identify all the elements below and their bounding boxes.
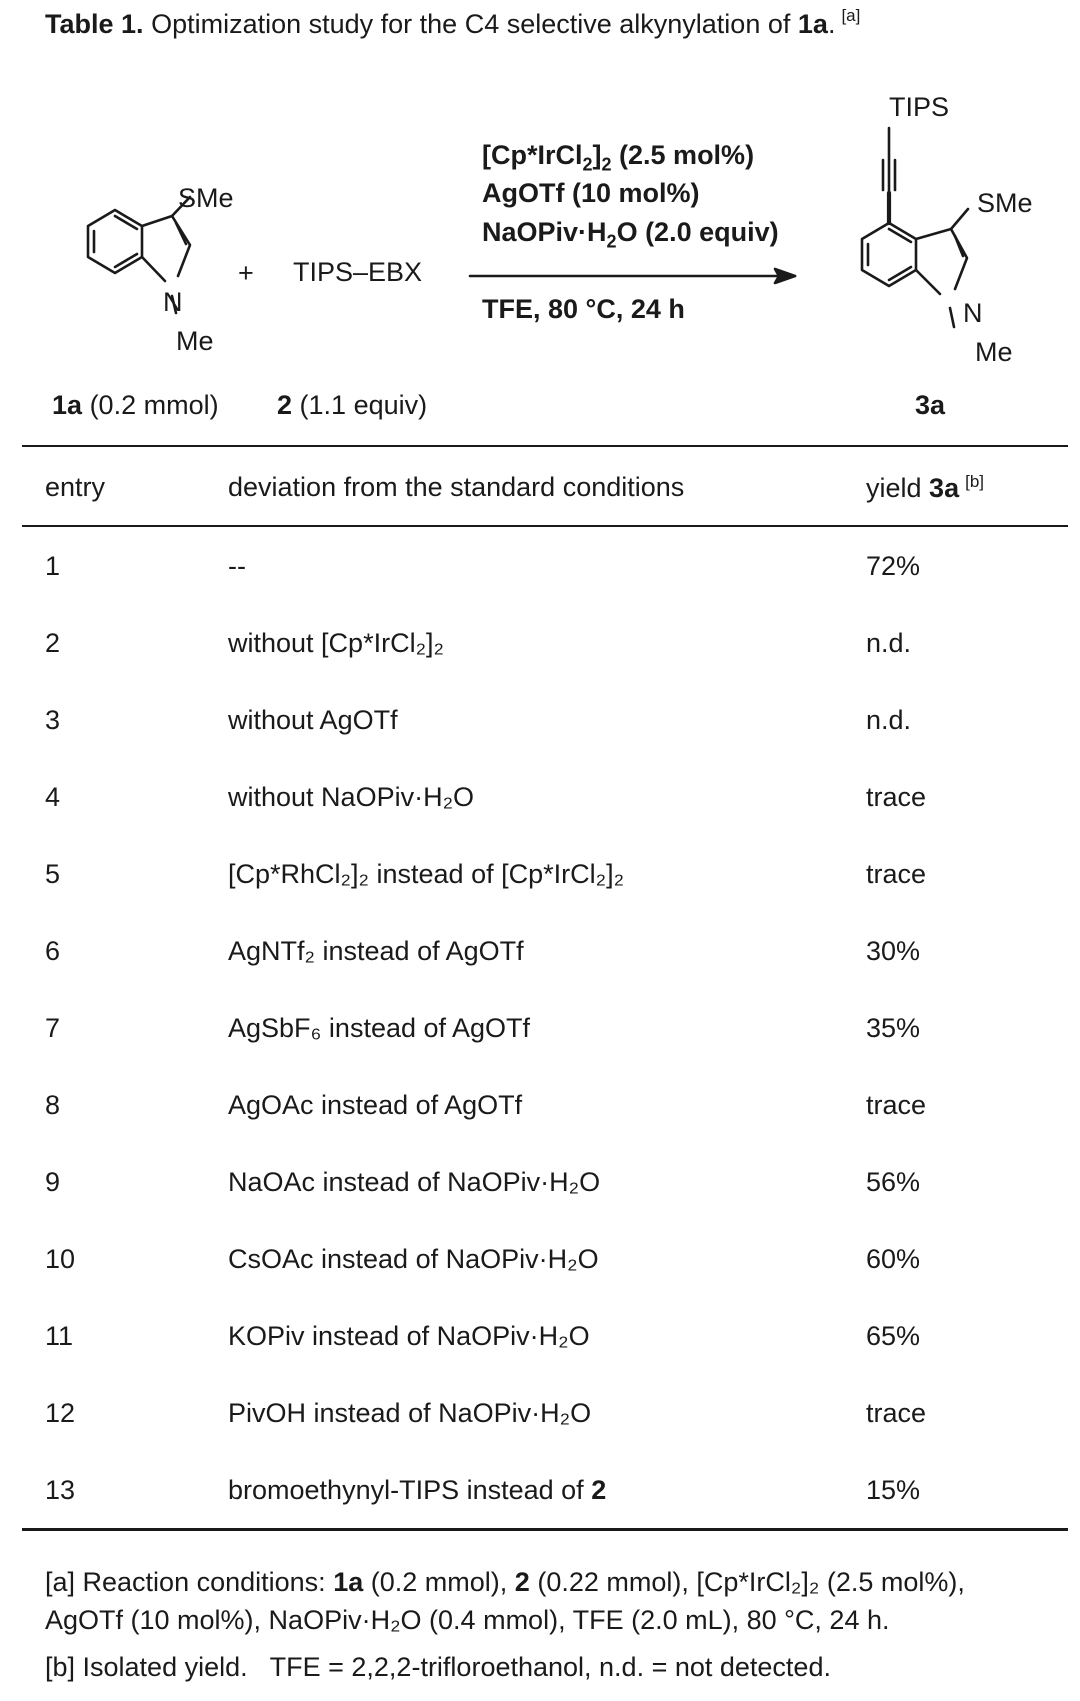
deviation-cell: [Cp*RhCl₂]₂ instead of [Cp*IrCl₂]₂ [228, 859, 625, 889]
table-row [0, 551, 1080, 591]
caption-3a: 3a [915, 390, 946, 420]
header-entry: entry [45, 472, 106, 502]
deviation-cell: KOPiv instead of NaOPiv·H₂O [228, 1321, 590, 1351]
footnote-a-line2: AgOTf (10 mol%), NaOPiv·H₂O (0.4 mmol), TFE (2.0 mL), 80 °C, 24 h. [45, 1605, 890, 1635]
title-period: . [827, 9, 836, 39]
entry-cell: 12 [45, 1398, 76, 1428]
deviation-cell [228, 1475, 606, 1506]
condition-solvent-temp-time: TFE, 80 °C, 24 h [482, 294, 685, 324]
entry-cell: 6 [45, 936, 61, 966]
reagent-tips-ebx: TIPS–EBX [293, 257, 423, 287]
table-row [0, 705, 1080, 745]
entry-cell: 3 [45, 705, 61, 735]
condition-base: $NaOPiv\cdot H_2O$ (2.0 equiv) [482, 217, 779, 252]
entry-cell: 7 [45, 1013, 61, 1043]
product-n-label: N [963, 298, 983, 328]
reactant-n-label: N [163, 287, 183, 317]
header-yield [866, 472, 984, 504]
deviation-cell: without NaOPiv·H₂O [228, 782, 475, 812]
yield-cell: 72% [866, 551, 921, 581]
footnote-a-amount-1a: (0.2 mmol), [370, 1567, 508, 1597]
yield-cell: 35% [866, 1013, 921, 1043]
deviation-cell: without [Cp*IrCl₂]₂ [228, 628, 445, 658]
deviation-cell: -- [228, 551, 246, 581]
table-row [0, 782, 1080, 822]
table-row [0, 1244, 1080, 1284]
table-row [0, 936, 1080, 976]
entry-cell: 9 [45, 1167, 61, 1197]
title-note: [a] [841, 6, 861, 25]
entry-cell: 5 [45, 859, 61, 889]
header-deviation: deviation from the standard conditions [228, 472, 685, 502]
footnote-a-rest: (0.22 mmol), [Cp*IrCl₂]₂ (2.5 mol%), [537, 1567, 965, 1597]
table-row [0, 1475, 1080, 1515]
footnote-a-compound-2: 2 [514, 1567, 530, 1597]
yield-cell: 60% [866, 1244, 921, 1274]
table-row [0, 1321, 1080, 1361]
condition-catalyst: $[Cp*IrCl_2]_2$ (2.5 mol%) [482, 140, 755, 175]
yield-cell: 65% [866, 1321, 921, 1351]
deviation-cell: CsOAc instead of NaOPiv·H₂O [228, 1244, 599, 1274]
deviation-compound: 2 [591, 1475, 607, 1505]
entry-cell: 1 [45, 551, 61, 581]
caption-1a-id: 1a [52, 390, 83, 420]
caption-1a-amount: (0.2 mmol) [89, 390, 219, 420]
table-row [0, 1167, 1080, 1207]
entry-cell: 10 [45, 1244, 76, 1274]
yield-cell: 15% [866, 1475, 921, 1505]
yield-cell: trace [866, 1090, 927, 1120]
entry-cell: 13 [45, 1475, 76, 1505]
table-label: Table 1. [45, 9, 144, 39]
deviation-cell: AgNTf₂ instead of AgOTf [228, 936, 524, 966]
table-row [0, 859, 1080, 899]
yield-cell: trace [866, 859, 927, 889]
footnote-a-prefix: [a] Reaction conditions: [45, 1567, 326, 1597]
condition-additive: AgOTf (10 mol%) [482, 178, 700, 208]
deviation-cell: without AgOTf [228, 705, 398, 735]
yield-cell: trace [866, 782, 927, 812]
title-compound: 1a [797, 9, 828, 39]
table-top-rule [22, 445, 1068, 447]
reactant-me-label: Me [176, 326, 214, 356]
title-text: Optimization study for the C4 selective alkynylation of [151, 9, 791, 39]
deviation-cell: AgSbF₆ instead of AgOTf [228, 1013, 531, 1043]
reaction-scheme [0, 0, 1080, 440]
yield-cell: n.d. [866, 705, 912, 735]
entry-cell: 8 [45, 1090, 61, 1120]
caption-1a [52, 390, 219, 421]
product-sme-label: SMe [977, 188, 1033, 218]
entry-cell: 11 [45, 1321, 74, 1351]
yield-cell: 56% [866, 1167, 921, 1197]
table-header-rule [22, 525, 1068, 527]
header-yield-prefix: yield [866, 473, 922, 503]
product-3a-structure [862, 128, 968, 327]
entry-cell: 4 [45, 782, 61, 812]
yield-cell: n.d. [866, 628, 912, 658]
table-row [0, 1090, 1080, 1130]
deviation-cell: PivOH instead of NaOPiv·H₂O [228, 1398, 592, 1428]
caption-2-amount: (1.1 equiv) [299, 390, 428, 420]
table-bottom-rule [22, 1528, 1068, 1531]
header-yield-compound: 3a [929, 473, 960, 503]
table-row [0, 628, 1080, 668]
footnote-a-line1 [45, 1563, 965, 1601]
deviation-cell: NaOAc instead of NaOPiv·H₂O [228, 1167, 601, 1197]
entry-cell: 2 [45, 628, 61, 658]
caption-2-id: 2 [277, 390, 293, 420]
table-row [0, 1398, 1080, 1438]
reactant-sme-label: SMe [178, 183, 234, 213]
product-tips-label: TIPS [889, 92, 950, 122]
footnote-a-compound-1a: 1a [333, 1567, 364, 1597]
yield-cell: 30% [866, 936, 921, 966]
deviation-cell: AgOAc instead of AgOTf [228, 1090, 523, 1120]
table-row [0, 1013, 1080, 1053]
header-yield-note: [b] [965, 472, 984, 491]
deviation-text: bromoethynyl-TIPS instead of [228, 1475, 584, 1505]
product-me-label: Me [975, 337, 1013, 367]
caption-2 [277, 390, 427, 421]
yield-cell: trace [866, 1398, 927, 1428]
footnote-b: [b] Isolated yield. TFE = 2,2,2-trifloroethanol, n.d. = not detected. [45, 1652, 831, 1682]
plus-sign: + [238, 258, 254, 288]
